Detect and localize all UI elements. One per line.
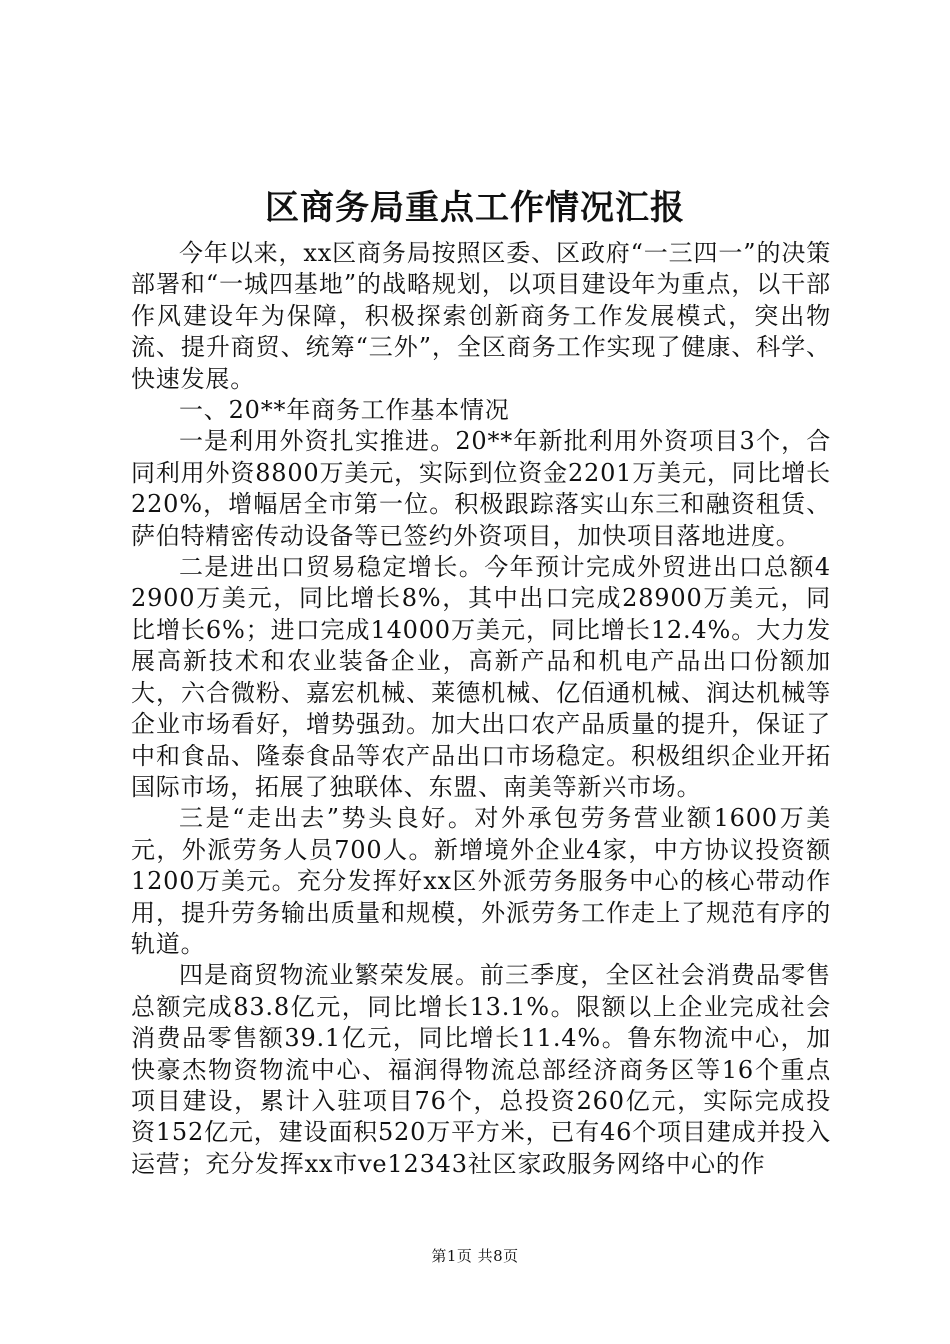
- paragraph-going-out: 三是“走出去”势头良好。对外承包劳务营业额1600万美元，外派劳务人员700人。新增境外企业4家，中方协议投资额1200万美元。充分发挥好xx区外派劳务服务中心的核心带动作用，提升劳务输出质量和规模，外派劳务工作走上了规范有序的轨道。: [131, 804, 831, 958]
- page-number-footer: 第1页 共8页: [431, 1247, 519, 1265]
- paragraph-intro: 今年以来，xx区商务局按照区委、区政府“一三四一”的决策部署和“一城四基地”的战略规划，以项目建设年为重点，以干部作风建设年为保障，积极探索创新商务工作发展模式，突出物流、提升商贸、统筹“三外”，全区商务工作实现了健康、科学、快速发展。: [131, 239, 831, 393]
- paragraph-trade: 二是进出口贸易稳定增长。今年预计完成外贸进出口总额42900万美元，同比增长8%，其中出口完成28900万美元，同比增长6%；进口完成14000万美元，同比增长12.4%。大力发展高新技术和农业装备企业，高新产品和机电产品出口份额加大，六合微粉、嘉宏机械、莱德机械、亿佰通机械、润达机械等企业市场看好，增势强劲。加大出口农产品质量的提升，保证了中和食品、隆泰食品等农产品出口市场稳定。积极组织企业开拓国际市场，拓展了独联体、东盟、南美等新兴市场。: [131, 553, 831, 801]
- paragraph-foreign-investment: 一是利用外资扎实推进。20**年新批利用外资项目3个，合同利用外资8800万美元，实际到位资金2201万美元，同比增长220%，增幅居全市第一位。积极跟踪落实山东三和融资租赁、萨伯特精密传动设备等已签约外资项目，加快项目落地进度。: [131, 427, 831, 550]
- document-title: 区商务局重点工作情况汇报: [265, 188, 685, 228]
- document-body: [131, 238, 831, 1180]
- section-heading: 一、20**年商务工作基本情况: [179, 396, 510, 425]
- paragraph-logistics: 四是商贸物流业繁荣发展。前三季度，全区社会消费品零售总额完成83.8亿元，同比增长13.1%。限额以上企业完成社会消费品零售额39.1亿元，同比增长11.4%。鲁东物流中心，加快豪杰物资物流中心、福润得物流总部经济商务区等16个重点项目建设，累计入驻项目76个，总投资260亿元，实际完成投资152亿元，建设面积520万平方米，已有46个项目建成并投入运营；充分发挥xx市ve12343社区家政服务网络中心的作: [131, 961, 831, 1178]
